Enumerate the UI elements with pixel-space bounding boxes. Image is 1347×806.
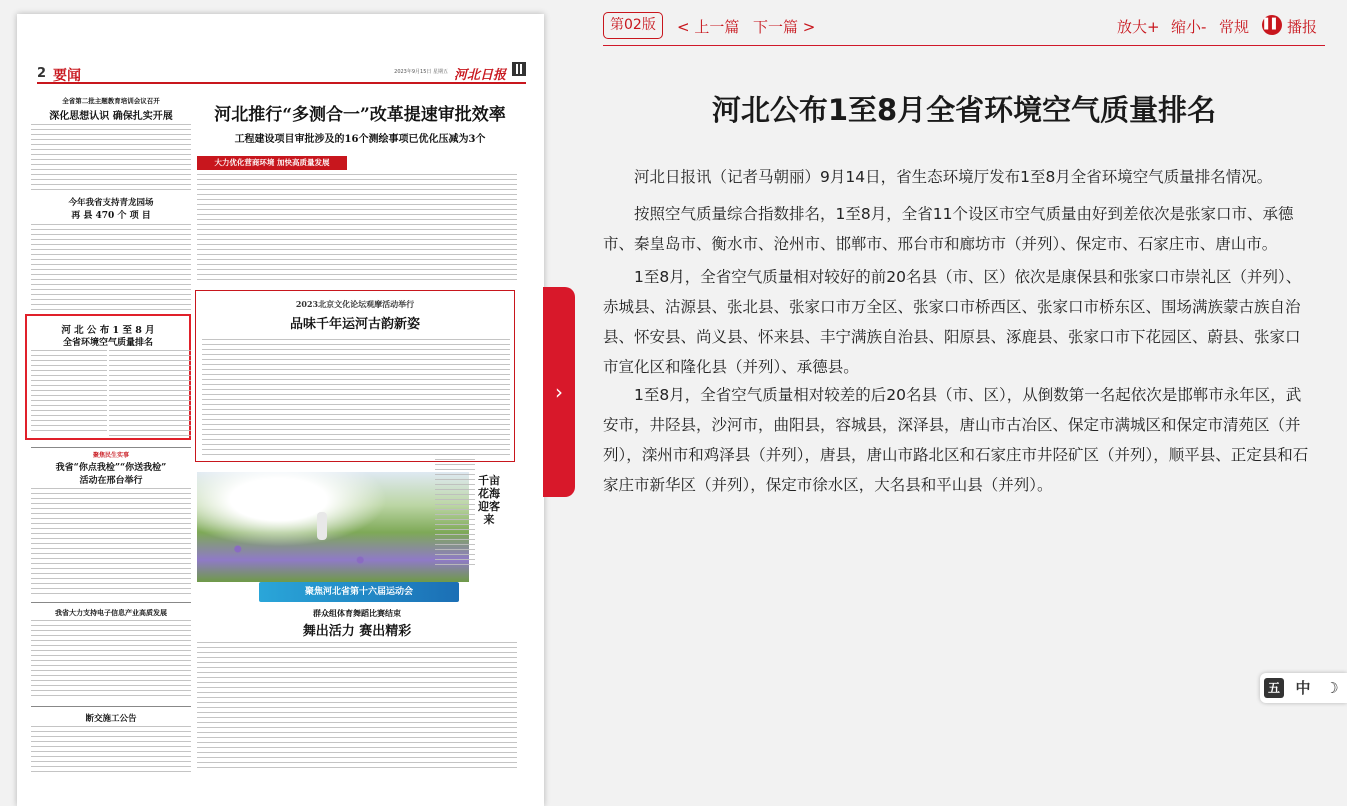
highlighted-headline: 全省环境空气质量排名: [62, 338, 153, 348]
sports-kicker[interactable]: 群众组体育舞蹈比赛结束: [313, 608, 401, 618]
next-article-link[interactable]: 下一篇 >: [753, 18, 816, 36]
flower-field-photo[interactable]: [197, 472, 469, 582]
story-headline[interactable]: 今年我省支持青龙园场: [68, 198, 154, 208]
highlighted-headline: 河 北 公 布 1 至 8 月: [61, 325, 155, 336]
page-header: [37, 66, 526, 84]
sports-banner: 聚焦河北省第十六届运动会: [259, 582, 459, 602]
audio-play-icon[interactable]: ▌▌: [1262, 15, 1282, 35]
story-headline[interactable]: 再 县 470 个 项 目: [71, 211, 151, 221]
article-paragraph: 1至8月，全省空气质量相对较差的后20名县（市、区），从倒数第一名起依次是邯郸市永年区，武安市，井陉县，沙河市，曲阳县，容城县，深泽县，唐山市古冶区、保定市满城区和保定市清苑区（并列），滦州市和鸡泽县（并列），唐县，唐山市路北区和石家庄市井陉矿区（并列），顺平县、正定县和石家庄市新华区（并列），保定市徐水区，大名县和平山县（并列）。: [603, 386, 1309, 494]
feature-headline: 品味千年运河古韵新姿: [289, 317, 420, 332]
divider: [31, 602, 191, 603]
newspaper-page[interactable]: [17, 14, 544, 806]
traditional-chinese-button[interactable]: 五: [1264, 678, 1284, 698]
notice-headline[interactable]: 断交施工公告: [85, 714, 137, 724]
photo-vertical-title: 千亩花海迎客来: [478, 474, 500, 526]
floating-toolbox: [1260, 673, 1347, 703]
feature-frame[interactable]: [195, 290, 515, 462]
story-body: [31, 620, 191, 700]
dark-mode-moon-icon[interactable]: ☽: [1325, 679, 1339, 697]
article-paragraph: 按照空气质量综合指数排名，1至8月，全省11个设区市空气质量由好到差依次是张家口市、承德市、秦皇岛市、衡水市、沧州市、邯郸市、邢台市和廊坊市（并列）、保定市、石家庄市、唐山市。: [603, 205, 1294, 253]
story-body: [31, 488, 191, 598]
feature-body: [202, 339, 510, 457]
sports-body: [197, 642, 517, 772]
page-date: 2023年9月15日 星期五: [394, 69, 448, 75]
story-headline[interactable]: 深化思想认识 确保扎实开展: [49, 111, 173, 122]
topic-bar: 大力优化营商环境 加快高质量发展: [197, 156, 347, 170]
zoom-in-button[interactable]: 放大+: [1117, 18, 1160, 36]
zoom-out-button[interactable]: 缩小-: [1171, 18, 1207, 36]
story-headline[interactable]: 我省大力支持电子信息产业高质发展: [55, 608, 167, 617]
feature-kicker: 2023北京文化论坛观摩活动举行: [295, 299, 415, 309]
page-section-name: 要闻: [53, 68, 81, 84]
divider: [31, 706, 191, 707]
story-body: [31, 224, 191, 310]
story-kicker[interactable]: 聚焦民生实事: [92, 452, 129, 459]
play-audio-button[interactable]: 播报: [1287, 18, 1318, 36]
next-page-arrow-button[interactable]: ›: [543, 287, 575, 497]
article-paragraph: 1至8月，全省空气质量相对较好的前20名县（市、区）依次是康保县和张家口市崇礼区（并列）、赤城县、沽源县、张北县、张家口市万全区、张家口市桥西区、张家口市桥东区、围场满族蒙古族自治县、怀安县、尚义县、怀来县、丰宁满族自治县、阳原县、涿鹿县、张家口市下花园区、蔚县、张家口市宣化区和隆化县（并列）、承德县。: [603, 268, 1302, 376]
article-toolbar: [603, 10, 1325, 46]
highlighted-body: [31, 350, 107, 434]
page-number: 2: [37, 66, 47, 81]
lead-body: [197, 174, 517, 284]
story-headline[interactable]: 活动在邢台举行: [79, 476, 143, 486]
qr-code-icon: [512, 62, 526, 76]
article-paragraph: 河北日报讯（记者马朝丽）9月14日，省生态环境厅发布1至8月全省环境空气质量排名情况。: [634, 168, 1273, 186]
story-headline[interactable]: 我省“你点我检”“你送我检”: [55, 463, 167, 473]
article-title: 河北公布1至8月全省环境空气质量排名: [711, 93, 1217, 127]
lead-subheadline[interactable]: 工程建设项目审批涉及的16个测绘事项已优化压减为3个: [234, 134, 486, 145]
divider: [31, 447, 191, 448]
sports-headline[interactable]: 舞出活力 赛出精彩: [302, 624, 412, 639]
photo-caption-text: [435, 454, 475, 566]
edition-badge[interactable]: 第02版: [603, 12, 663, 39]
lead-headline[interactable]: 河北推行“多测合一”改革提速审批效率: [214, 105, 506, 125]
story-kicker[interactable]: 全省第二批主题教育培训会议召开: [62, 97, 160, 105]
notice-body: [31, 726, 191, 776]
normal-size-button[interactable]: 常规: [1219, 18, 1250, 36]
prev-article-link[interactable]: < 上一篇: [677, 18, 740, 36]
masthead-logo: 河北日报: [453, 68, 506, 83]
story-body: [109, 350, 191, 436]
photo-person-figure: [317, 512, 327, 540]
simplified-chinese-button[interactable]: 中: [1295, 679, 1311, 697]
story-body: [31, 124, 191, 192]
